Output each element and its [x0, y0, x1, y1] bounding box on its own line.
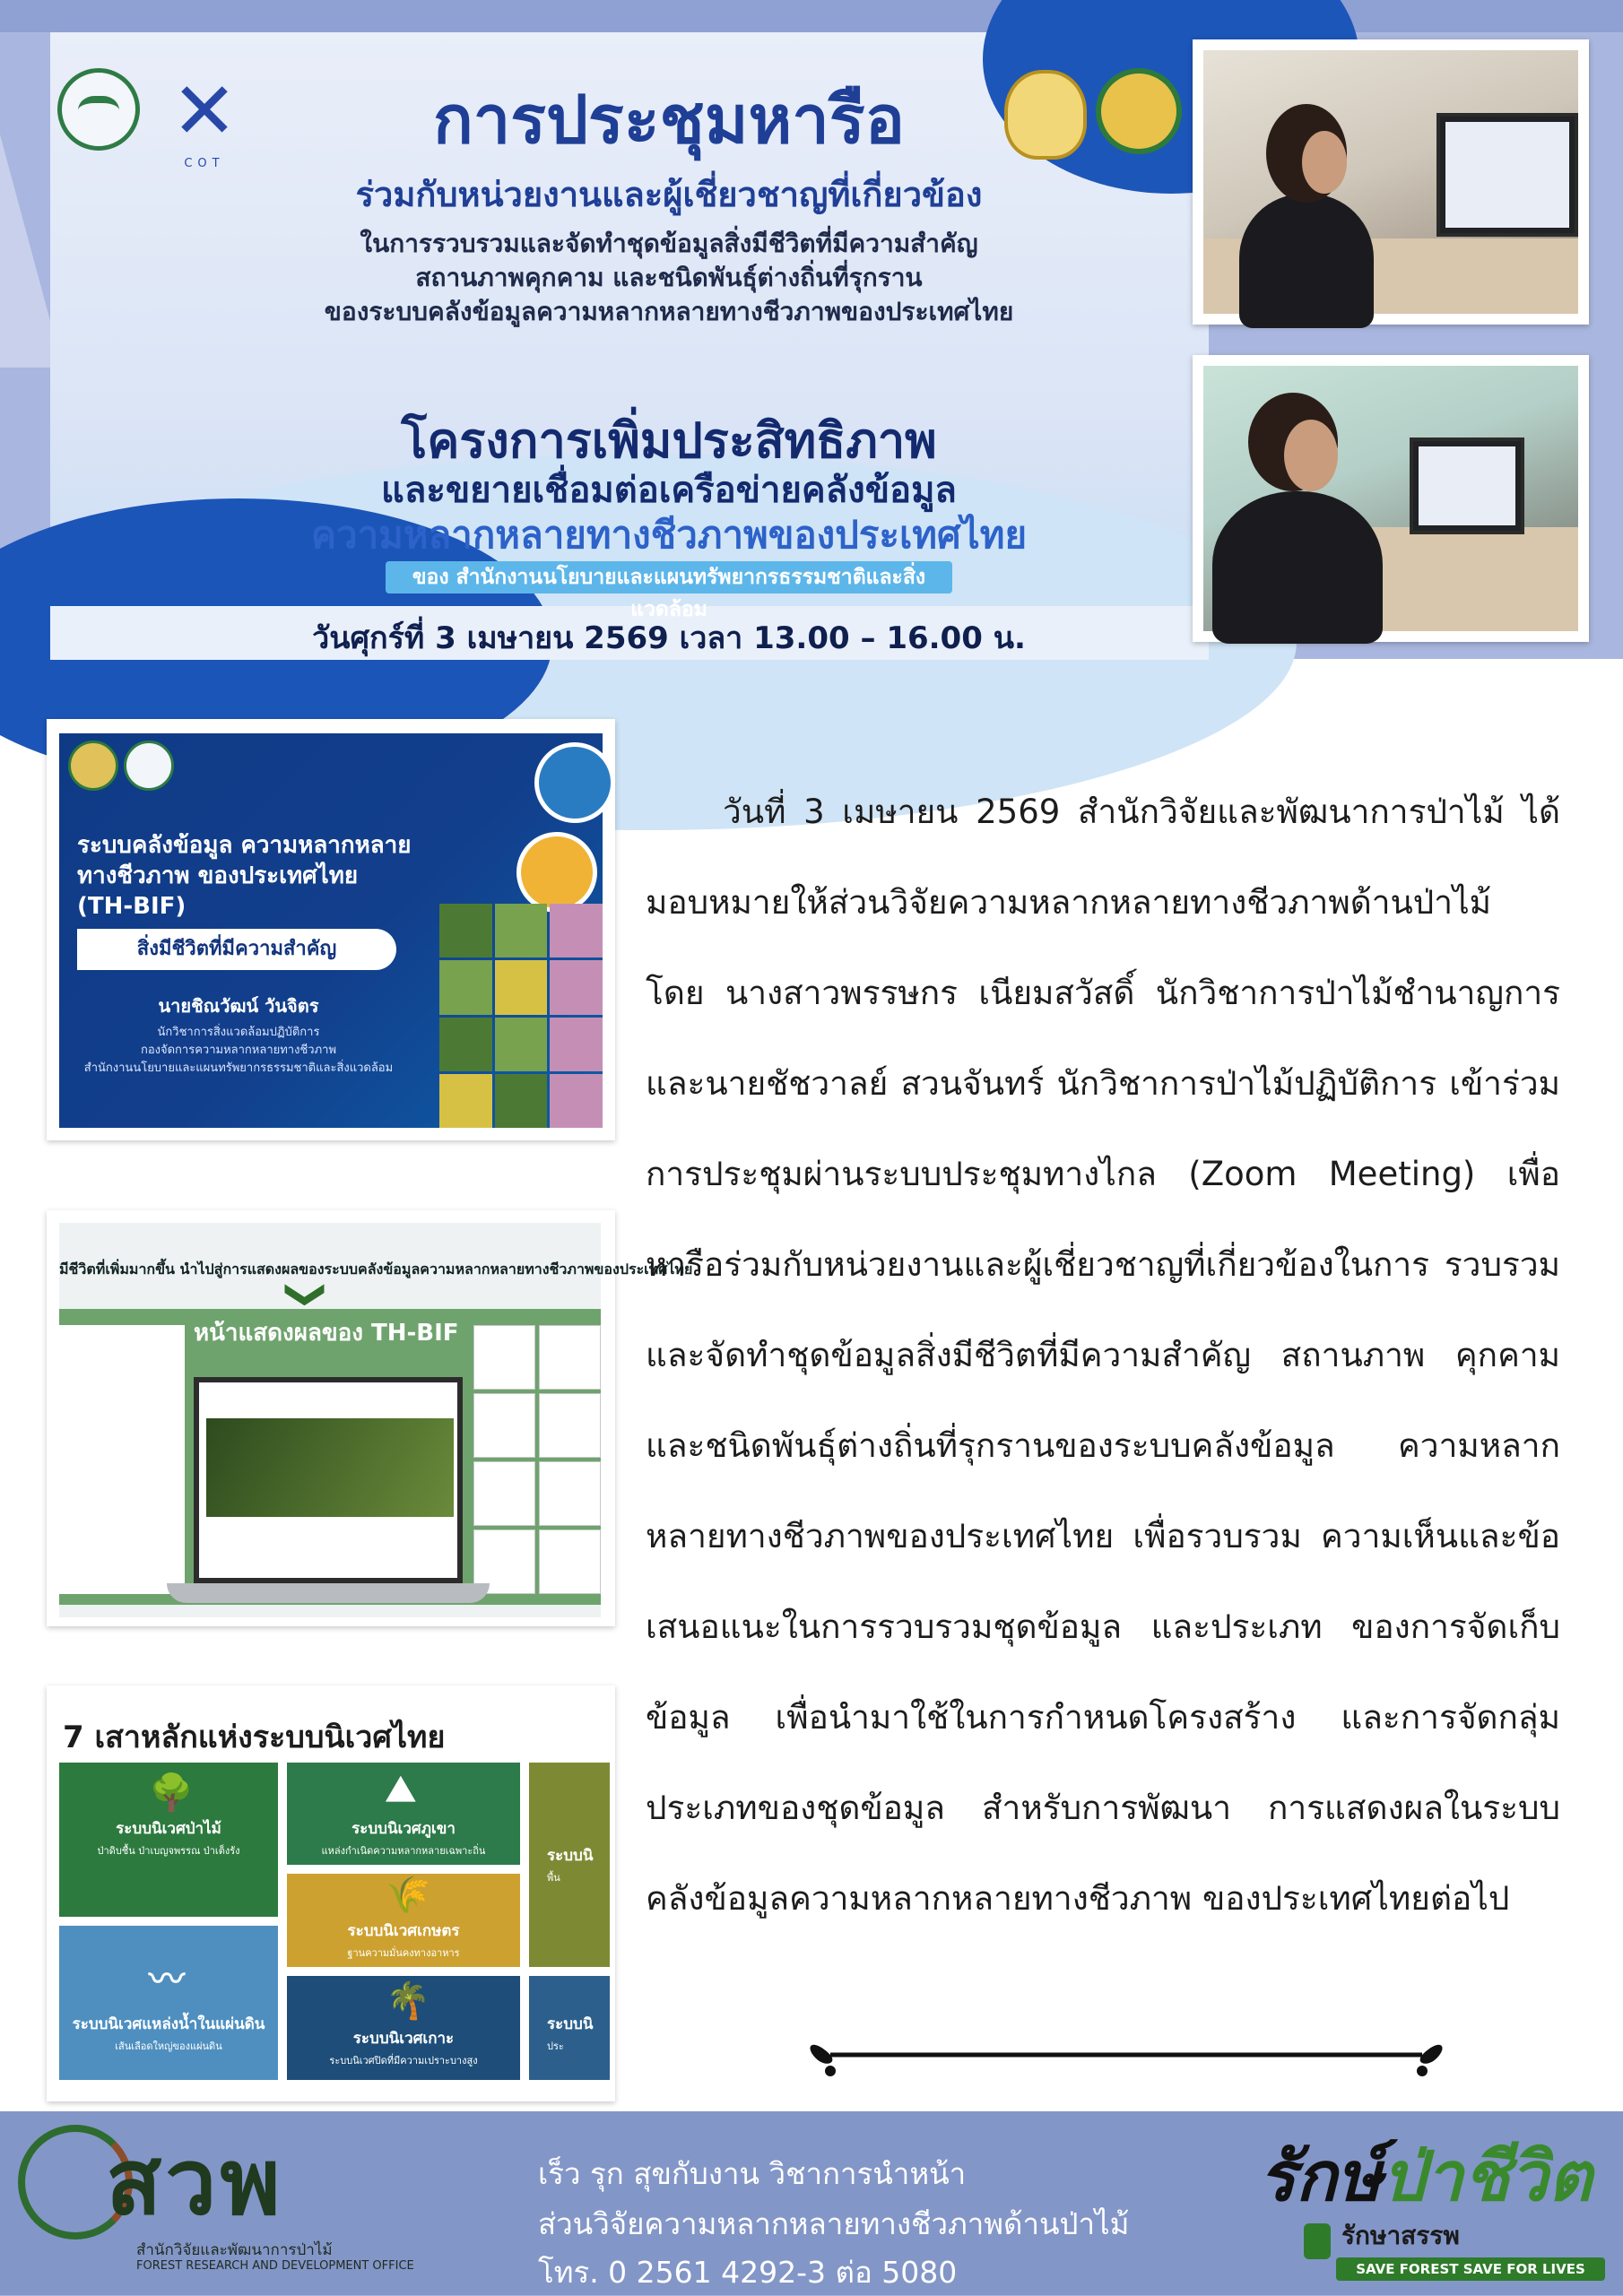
banner-date: วันศุกร์ที่ 3 เมษายน 2569 เวลา 13.00 – 16.00 น.: [312, 620, 1026, 656]
photo-monitor: [1436, 113, 1578, 237]
divider-flourish-right: [1420, 2045, 1443, 2064]
cot-logo-text: COT: [184, 157, 225, 170]
frdo-logo-text: สวพ: [106, 2129, 284, 2236]
photo-person-face: [1302, 131, 1347, 194]
ecosystem-tile-partial: [529, 1763, 610, 1967]
tile-label: ระบบนิ: [547, 1847, 594, 1865]
banner-description-line: สถานภาพคุกคาม และชนิดพันธุ์ต่างถิ่นที่รุกราน: [415, 263, 923, 292]
presentation-slide-display: [47, 1210, 693, 1626]
chevron-down-icon: ❯: [284, 1278, 330, 1312]
meeting-photo-image: [1203, 366, 1578, 631]
campaign-logo-subtitle: รักษาสรรพ: [1341, 2221, 1460, 2250]
laptop-mockup: [194, 1377, 463, 1583]
slide-title: ระบบคลังข้อมูล ความหลากหลายทางชีวภาพ ของประเทศไทย (TH-BIF): [77, 832, 412, 920]
presenter-role: สำนักงานนโยบายและแผนทรัพยากรธรรมชาติและสิ่งแวดล้อม: [83, 1061, 394, 1075]
divider-dot: [825, 2066, 836, 2076]
palm-tree-icon: 🌴: [386, 1980, 430, 2022]
tile-label: ระบบนิเวศแหล่งน้ำในแผ่นดิน: [72, 2015, 265, 2033]
presenter-role: นักวิชาการสิ่งแวดล้อมปฏิบัติการ: [157, 1026, 320, 1039]
meeting-photo-2: [1193, 355, 1589, 642]
banner-title: การประชุมหารือ: [432, 82, 906, 159]
tile-label: ระบบนิเวศภูเขา: [352, 1820, 456, 1838]
top-stripe: [0, 0, 1623, 32]
tile-label: ระบบนิเวศเกาะ: [352, 2030, 455, 2048]
slide-thumbnail-grid: [473, 1325, 601, 1594]
footer-slogan: เร็ว รุก สุขกับงาน วิชาการนำหน้า: [538, 2156, 967, 2191]
slide-photo-circle: [534, 742, 615, 823]
campaign-logo-text: [1259, 2123, 1592, 2231]
article-paragraph: วันที่ 3 เมษายน 2569 สำนักวิจัยและพัฒนาการป่าไม้ ได้มอบหมายให้ส่วนวิจัยความหลากหลายทางชีวภาพด้านป่าไม้ โดย นางสาวพรรษกร เนียมสวัสดิ์ นักวิชาการป่าไม้ชำนาญการ และนายชัชวาลย์ สวนจันทร์ นักวิชาการป่าไม้ปฏิบัติการ เข้าร่วมการประชุมผ่านระบบประชุมทางไกล (Zoom Meeting) เพื่อหารือร่วมกับหน่วยงานและผู้เชี่ยวชาญที่เกี่ยวข้องในการ รวบรวมและจัดทำชุดข้อมูลสิ่งมีชีวิตที่มีความสำคัญ สถานภาพ คุกคาม และชนิดพันธุ์ต่างถิ่นที่รุกรานของระบบคลังข้อมูล ความหลากหลายทางชีวภาพของประเทศไทย เพื่อรวบรวม ความเห็นและข้อเสนอแนะในการรวบรวมชุดข้อมูล และประเภท ของการจัดเก็บข้อมูล เพื่อนำมาใช้ในการกำหนดโครงสร้าง และการจัดกลุ่มประเภทของชุดข้อมูล สำหรับการพัฒนา การแสดงผลในระบบคลังข้อมูลความหลากหลายทางชีวภาพ ของประเทศไทยต่อไป: [646, 793, 1560, 1918]
tile-sub: เส้นเลือดใหญ่ของแผ่นดิน: [115, 2040, 222, 2052]
slide-document-preview: [59, 1325, 185, 1594]
slide-content: [59, 733, 603, 1128]
banner-description-line: ของระบบคลังข้อมูลความหลากหลายทางชีวภาพของประเทศไทย: [324, 297, 1014, 326]
presentation-slide-th-bif: [47, 719, 615, 1140]
photo-monitor: [1410, 438, 1524, 534]
slide-caption: มีชีวิตที่เพิ่มมากขึ้น นำไปสู่การแสดงผลของระบบคลังข้อมูลความหลากหลายทางชีวภาพของประเทศไทย: [59, 1261, 693, 1278]
tile-label: ระบบนิ: [547, 2015, 594, 2033]
tile-label: ระบบนิเวศป่าไม้: [116, 1820, 221, 1838]
banner-project-subtitle: และขยายเชื่อมต่อเครือข่ายคลังข้อมูล: [381, 470, 957, 511]
laptop-base: [167, 1583, 490, 1603]
ecosystem-tile-island: [287, 1976, 520, 2080]
campaign-tagline: SAVE FOREST SAVE FOR LIVES: [1336, 2257, 1605, 2281]
photo-person: [1239, 194, 1374, 328]
banner-subtitle: ร่วมกับหน่วยงานและผู้เชี่ยวชาญที่เกี่ยวข้อง: [355, 175, 983, 214]
banner-project-highlight: ความหลากหลายทางชีวภาพของประเทศไทย: [310, 513, 1028, 557]
meeting-photo-1: [1193, 39, 1589, 325]
tile-sub: ป่าดิบชื้น ป่าเบญจพรรณ ป่าเต็งรัง: [97, 1845, 240, 1857]
ministry-seal: [68, 741, 118, 791]
decorative-divider: [803, 2028, 1449, 2082]
campaign-logo-word: ชีวิต: [1462, 2136, 1593, 2216]
meeting-photo-image: [1203, 50, 1578, 314]
wheat-icon: 🌾: [386, 1875, 430, 1916]
banner-office-label: ของ สำนักงานนโยบายและแผนทรัพยากรธรรมชาติและสิ่งแวดล้อม: [386, 561, 952, 593]
tile-sub: ประ: [547, 2040, 564, 2052]
tile-sub: ฐานความมั่นคงทางอาหาร: [347, 1947, 460, 1959]
slide-headline: หน้าแสดงผลของ TH-BIF: [194, 1320, 459, 1347]
slide-title: 7 เสาหลักแห่งระบบนิเวศไทย: [63, 1720, 446, 1755]
tile-sub: แหล่งกำเนิดความหลากหลายเฉพาะถิ่น: [321, 1845, 486, 1857]
cot-logo: ✕ COT: [151, 66, 258, 174]
species-photo-grid: [439, 904, 603, 1128]
divider-dot: [1417, 2066, 1428, 2076]
tile-sub: พื้น: [547, 1872, 560, 1884]
presenter-name: นายชิณวัฒน์ วันจิตร: [158, 995, 319, 1017]
ecosystem-tile-agriculture: [287, 1874, 520, 1967]
lock-icon: [1304, 2223, 1331, 2259]
photo-person-face: [1284, 420, 1338, 491]
slide-topic-pill: สิ่งมีชีวิตที่มีความสำคัญ: [77, 929, 396, 970]
footer-division: ส่วนวิจัยความหลากหลายทางชีวภาพด้านป่าไม้: [538, 2206, 1130, 2241]
photo-person: [1212, 491, 1383, 644]
frdo-logo-subtitle-th: สำนักวิจัยและพัฒนาการป่าไม้: [136, 2241, 333, 2259]
onep-logo: [124, 741, 174, 791]
presentation-slide-ecosystems: [47, 1685, 615, 2101]
tree-icon: 🌳: [149, 1772, 194, 1814]
article-body: [646, 767, 1560, 1944]
footer-phone: โทร. 0 2561 4292-3 ต่อ 5080: [538, 2255, 958, 2290]
banner-project-title: โครงการเพิ่มประสิทธิภาพ: [401, 412, 937, 469]
ecosystem-tile-forest: [59, 1763, 278, 1917]
tile-label: ระบบนิเวศเกษตร: [347, 1922, 460, 1940]
ecosystem-tile-inland-water: [59, 1926, 278, 2080]
slide-content: [59, 1223, 693, 1617]
banner-description-line: ในการรวบรวมและจัดทำชุดข้อมูลสิ่งมีชีวิตที่มีความสำคัญ: [360, 229, 978, 258]
frdo-logo-subtitle-en: FOREST RESEARCH AND DEVELOPMENT OFFICE: [136, 2259, 414, 2273]
tile-sub: ระบบนิเวศปิดที่มีความเปราะบางสูง: [329, 2055, 478, 2066]
divider-flourish-left: [810, 2045, 832, 2064]
ecosystem-tile-partial: [529, 1976, 610, 2080]
event-banner: [50, 32, 1209, 660]
campaign-logo-word: รักษ์: [1259, 2136, 1382, 2216]
slide-content: [59, 1691, 601, 2096]
ecosystem-tile-mountain: [287, 1763, 520, 1865]
river-icon: 〰: [149, 1959, 185, 2000]
slide-photo-circle: [516, 832, 597, 913]
mountain-icon: ⛰: [386, 1769, 416, 1810]
presenter-role: กองจัดการความหลากหลายทางชีวภาพ: [140, 1044, 337, 1057]
campaign-logo-word: ป่า: [1381, 2136, 1463, 2216]
